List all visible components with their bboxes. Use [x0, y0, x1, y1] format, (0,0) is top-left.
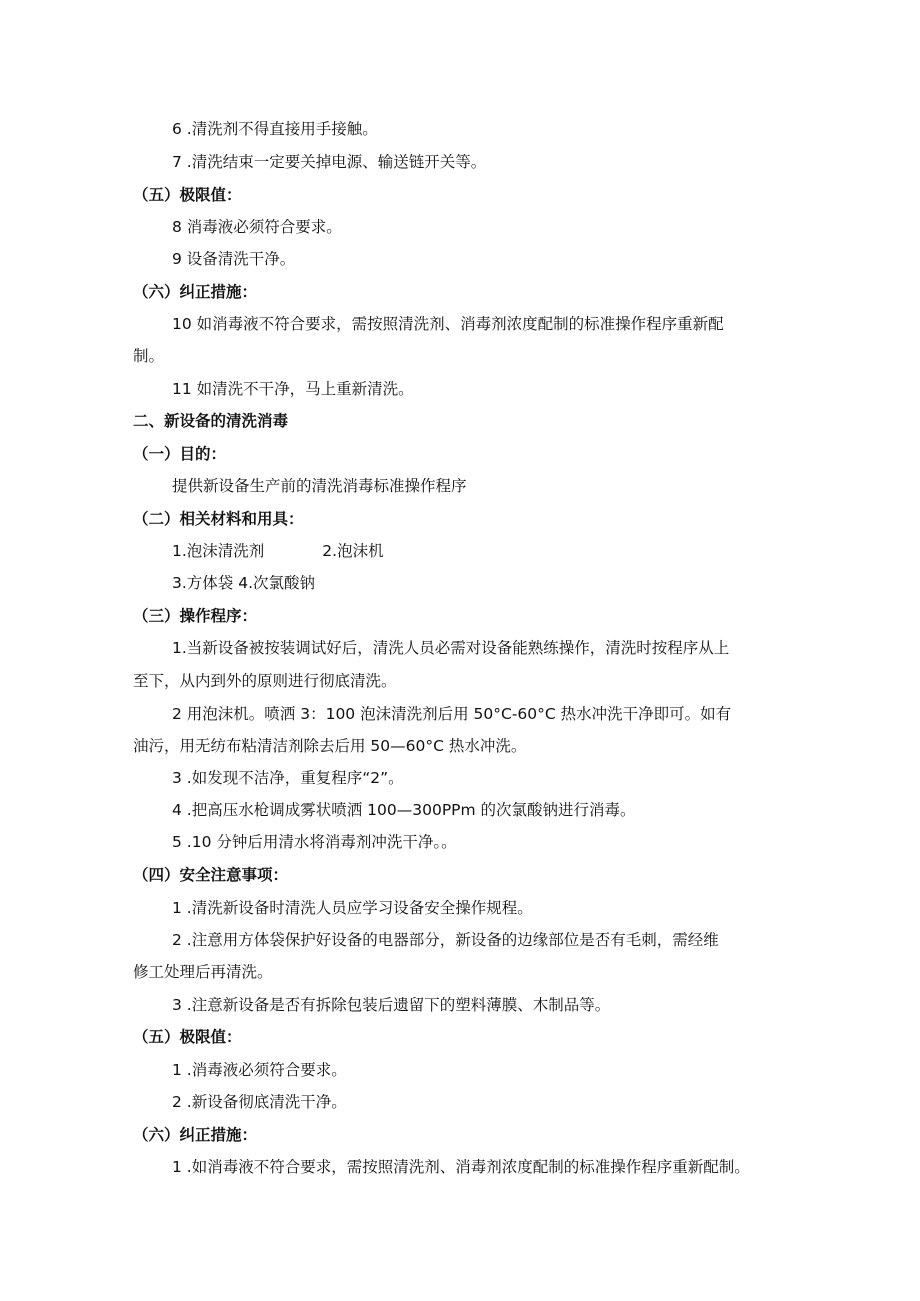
procedure-step-4: 4 .把高压水枪调成雾状喷洒 100—300PPm 的次氯酸钠进行消毒。	[172, 801, 636, 819]
corrective-item-10: 10 如消毒液不符合要求，需按照清洗剂、消毒剂浓度配制的标准操作程序重新配	[172, 315, 724, 333]
materials-heading: （二）相关材料和用具：	[133, 510, 304, 528]
limits-item-2: 2 .新设备彻底清洗干净。	[172, 1093, 347, 1111]
corrective-item-1: 1 .如消毒液不符合要求，需按照清洗剂、消毒剂浓度配制的标准操作程序重新配制。	[172, 1158, 750, 1176]
limits-item-9: 9 设备清洗干净。	[172, 250, 296, 268]
limits-item-1: 1 .消毒液必须符合要求。	[172, 1061, 347, 1079]
safety-item-2-cont: 修工处理后再清洗。	[133, 963, 273, 981]
procedure-step-2-cont: 油污，用无纺布粘清洁剂除去后用 50—60°C 热水冲洗。	[133, 737, 527, 755]
safety-item-3: 3 .注意新设备是否有拆除包装后遗留下的塑料薄膜、木制品等。	[172, 996, 611, 1014]
limits-item-8: 8 消毒液必须符合要求。	[172, 218, 342, 236]
procedure-step-1-cont: 至下，从内到外的原则进行彻底清洗。	[133, 672, 397, 690]
procedure-step-1: 1.当新设备被按装调试好后，清洗人员必需对设备能熟练操作，清洗时按程序从上	[172, 639, 730, 657]
purpose-heading: （一）目的：	[133, 445, 227, 463]
materials-row-1	[172, 538, 384, 564]
material-foam-cleaner: 1.泡沫清洗剂	[172, 542, 265, 560]
corrective-heading: （六）纠正措施：	[133, 283, 258, 301]
limits-heading: （五）极限值：	[133, 186, 242, 204]
materials-row-2: 3.方体袋 4.次氯酸钠	[172, 574, 316, 592]
limits-heading-2: （五）极限值：	[133, 1028, 242, 1046]
corrective-item-11: 11 如清洗不干净，马上重新清洗。	[172, 380, 414, 398]
procedure-step-2: 2 用泡沫机。喷洒 3：100 泡沫清洗剂后用 50°C-60°C 热水冲洗干净即可。如有	[172, 705, 732, 723]
material-foam-machine: 2.泡沫机	[322, 542, 384, 560]
procedure-step-3: 3 .如发现不洁净，重复程序“2”。	[172, 769, 404, 787]
safety-item-7: 7 .清洗结束一定要关掉电源、输送链开关等。	[172, 153, 487, 171]
safety-item-6: 6 .清洗剂不得直接用手接触。	[172, 120, 378, 138]
corrective-item-10-cont: 制。	[133, 347, 165, 365]
safety-heading: （四）安全注意事项：	[133, 866, 289, 884]
safety-item-1: 1 .清洗新设备时清洗人员应学习设备安全操作规程。	[172, 899, 533, 917]
safety-item-2: 2 .注意用方体袋保护好设备的电器部分，新设备的边缘部位是否有毛刺，需经维	[172, 931, 719, 949]
section-title: 二、新设备的清洗消毒	[133, 412, 289, 430]
procedure-heading: （三）操作程序：	[133, 607, 258, 625]
purpose-text: 提供新设备生产前的清洗消毒标准操作程序	[172, 477, 467, 495]
corrective-heading-2: （六）纠正措施：	[133, 1126, 258, 1144]
procedure-step-5: 5 .10 分钟后用清水将消毒剂冲洗干净。。	[172, 833, 457, 851]
